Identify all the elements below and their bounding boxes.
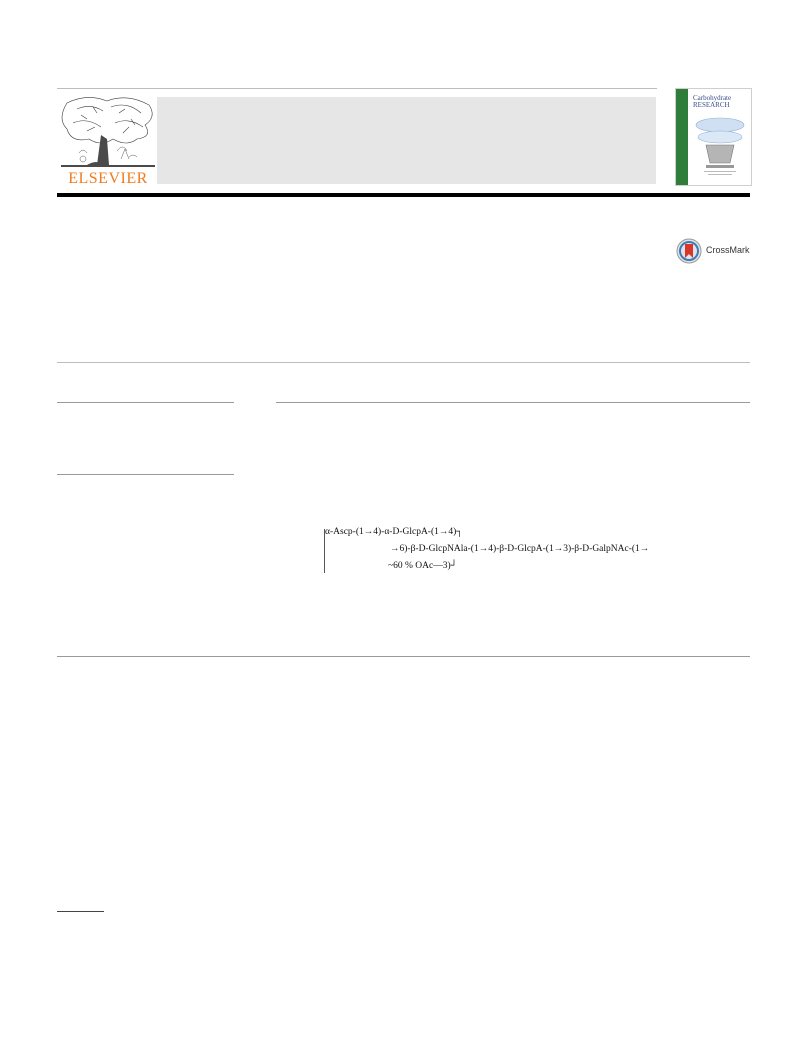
formula-acetyl-line: ~60 % OAc—3)┘ (388, 561, 458, 571)
crossmark-label[interactable]: CrossMark (706, 245, 750, 255)
tree-logo-icon (57, 95, 159, 170)
repeating-unit-formula (325, 527, 725, 573)
abstract-bottom-rule (57, 656, 750, 657)
right-column-rule (276, 402, 750, 403)
formula-branch-line: α-Ascp-(1→4)-α-D-GlcpA-(1→4)┐ (325, 527, 464, 537)
publisher-name: ELSEVIER (68, 170, 148, 187)
header-thick-rule (57, 193, 750, 197)
top-rule (57, 88, 657, 89)
journal-header-band (157, 97, 656, 184)
cover-spine (676, 89, 688, 185)
crossmark-icon (676, 238, 702, 264)
formula-main-chain: →6)-β-D-GlcpNAla-(1→4)-β-D-GlcpA-(1→3)-β-D-GalpNAc-(1→ (390, 544, 650, 554)
publisher-logo (57, 95, 159, 170)
cover-illustration-icon (692, 115, 748, 177)
left-column-rule-2 (57, 474, 234, 475)
footnote-rule (57, 911, 104, 912)
journal-cover[interactable] (675, 88, 752, 186)
left-column-rule-1 (57, 402, 234, 403)
cover-title: Carbohydrate RESEARCH (693, 94, 732, 109)
article-info-top-rule (57, 362, 750, 363)
